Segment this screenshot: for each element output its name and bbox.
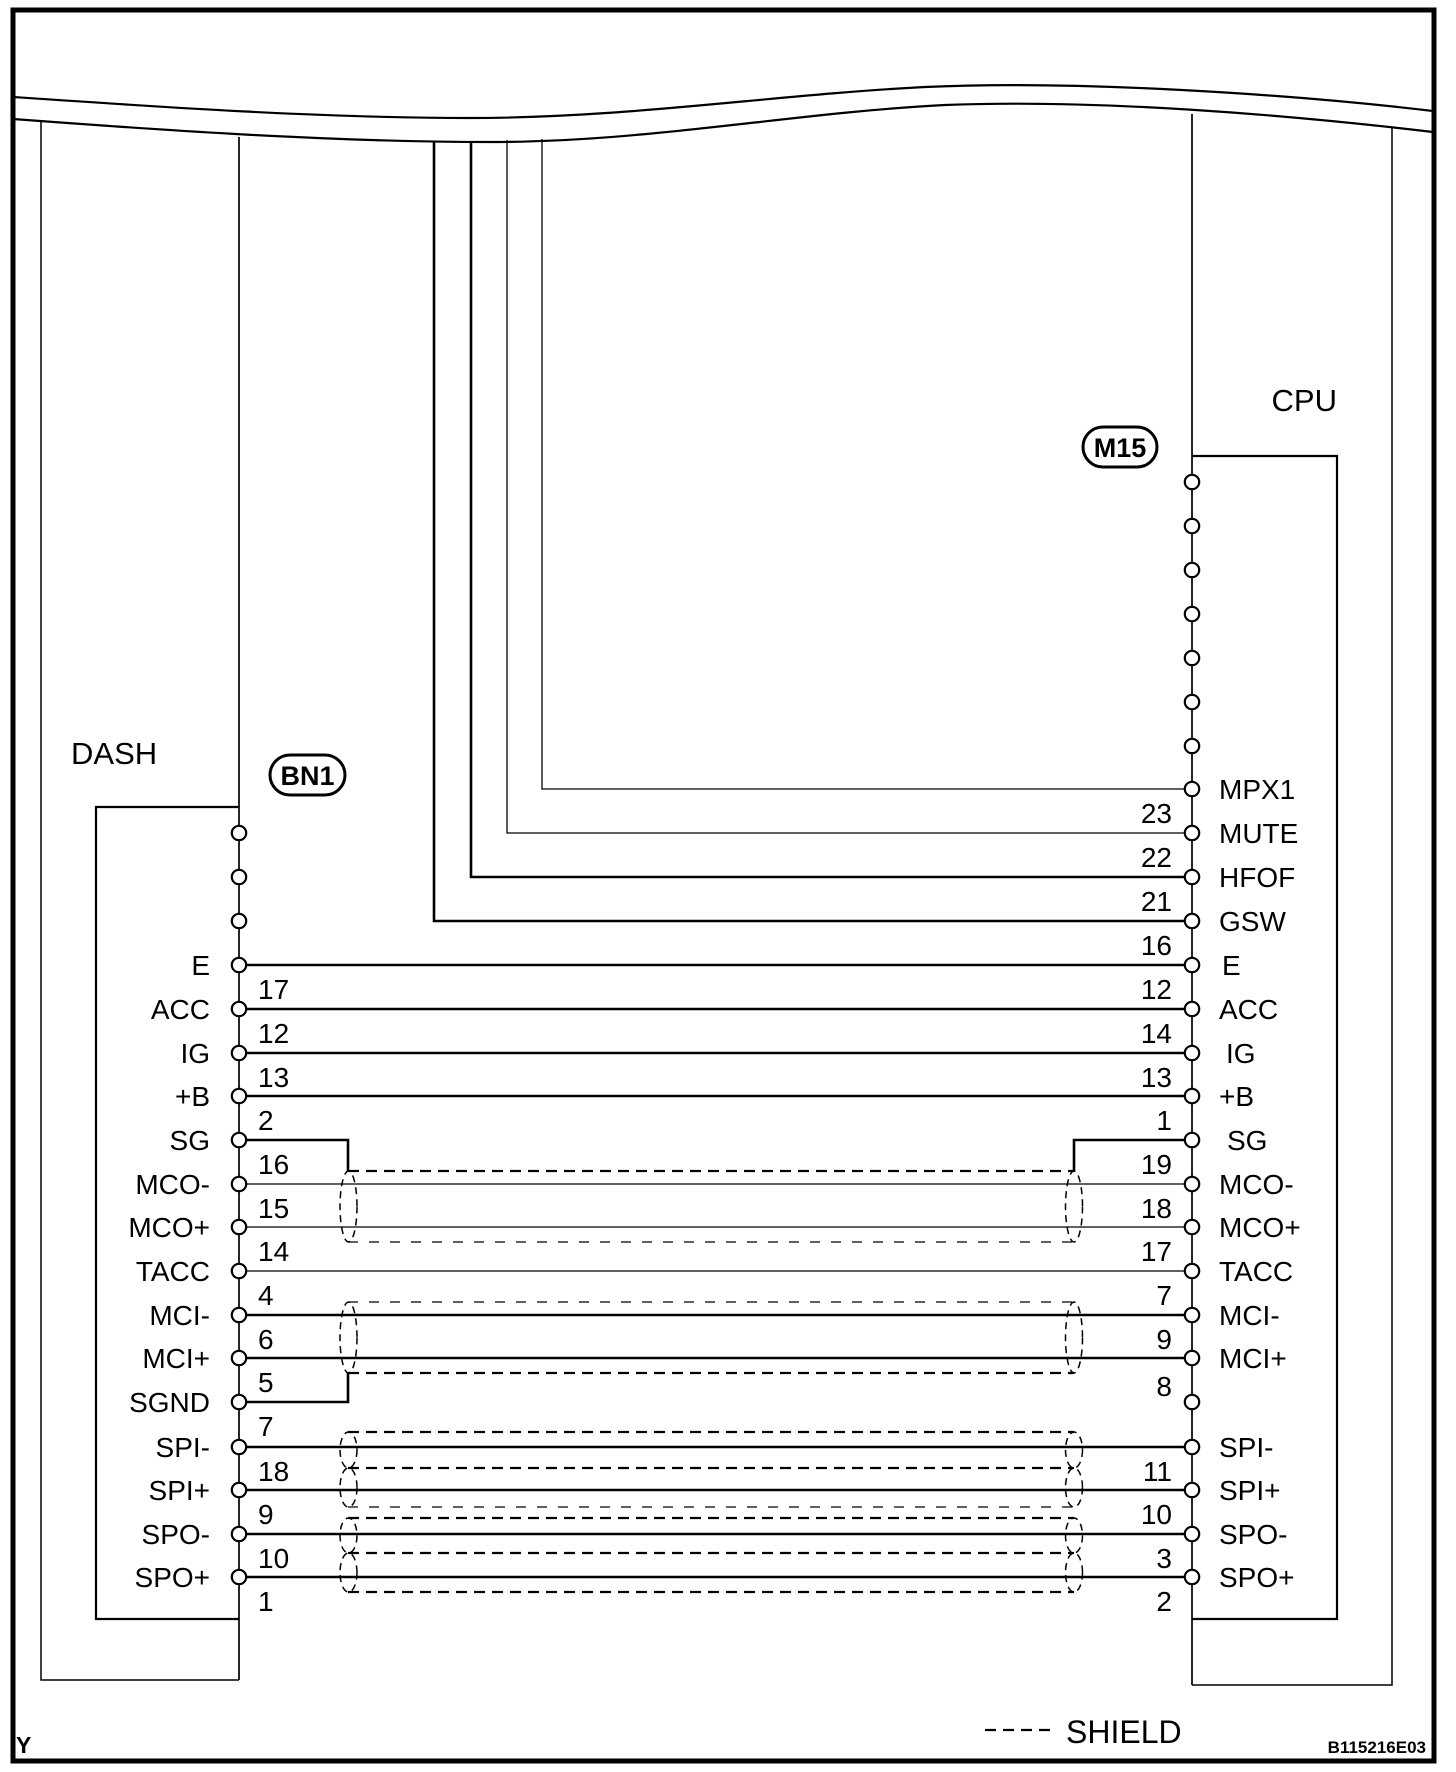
- m15-connector-code: M15: [1093, 433, 1147, 463]
- shield-ellipse-mco-right: [1066, 1171, 1083, 1242]
- bn1-pin-sgnd: [232, 1395, 246, 1409]
- shield-ellipse-spi-lower-right: [1066, 1468, 1083, 1507]
- m15-pin-sg: [1185, 1133, 1199, 1147]
- bn1-label-sg: SG: [169, 1125, 210, 1156]
- m15-pin-plus-b: [1185, 1089, 1199, 1103]
- bn1-label-spi-plus: SPI+: [148, 1475, 210, 1506]
- m15-pin-mute: [1185, 826, 1199, 840]
- m15-pin-number-tacc: 7: [1156, 1280, 1172, 1311]
- shield-ellipse-spi-upper-right: [1066, 1432, 1083, 1468]
- m15-pin-spo-plus: [1185, 1570, 1199, 1584]
- bn1-pin-number-spo-plus: 1: [258, 1586, 274, 1617]
- bn1-pin-mci-minus: [232, 1308, 246, 1322]
- wire-hfof: [471, 141, 1192, 877]
- m15-pin-gsw: [1185, 914, 1199, 928]
- m15-pin-unused-5: [1185, 651, 1199, 665]
- bn1-pin-spo-minus: [232, 1527, 246, 1541]
- m15-label-mpx1: MPX1: [1219, 774, 1296, 805]
- bn1-pin-mci-plus: [232, 1351, 246, 1365]
- m15-pin-ig: [1185, 1046, 1199, 1060]
- m15-pin-unused-4: [1185, 607, 1199, 621]
- m15-pin-mci-minus: [1185, 1308, 1199, 1322]
- bn1-pin-tacc: [232, 1264, 246, 1278]
- m15-pin-number-mco-minus: 18: [1140, 1193, 1172, 1224]
- bn1-pin-number-sgnd: 7: [258, 1411, 274, 1442]
- m15-pin-unused-2: [1185, 519, 1199, 533]
- m15-pin-number-sg: 19: [1140, 1149, 1172, 1180]
- shield-ellipse-spo-upper-left: [340, 1518, 357, 1553]
- wire-sg-left: [239, 1140, 348, 1171]
- m15-pin-mco-minus: [1185, 1177, 1199, 1191]
- m15-label-spo-minus: SPO-: [1219, 1519, 1288, 1550]
- m15-pin-number-plus-b: 1: [1156, 1105, 1172, 1136]
- m15-label-hfof: HFOF: [1219, 862, 1296, 893]
- m15-pin-number-spi-minus: 11: [1142, 1456, 1172, 1487]
- bn1-pin-acc: [232, 1002, 246, 1016]
- m15-pin-unused-7: [1185, 739, 1199, 753]
- bn1-pin-mco-plus: [232, 1220, 246, 1234]
- bn1-pin-number-mci-plus: 5: [258, 1367, 274, 1398]
- bn1-pin-number-sg: 16: [258, 1149, 290, 1180]
- m15-pin-mci-plus: [1185, 1351, 1199, 1365]
- m15-pin-unused-8: [1185, 1395, 1199, 1409]
- bn1-pin-numbers: [258, 974, 289, 1617]
- m15-pin-spi-minus: [1185, 1440, 1199, 1454]
- m15-label-mute: MUTE: [1219, 818, 1299, 849]
- m15-pin-number-mpx1: 23: [1140, 798, 1172, 829]
- m15-label-spi-minus: SPI-: [1219, 1432, 1274, 1463]
- bn1-pin-number-ig: 13: [258, 1062, 290, 1093]
- shield-ellipse-mco-left: [340, 1171, 357, 1242]
- shield-ellipse-spi-lower-left: [340, 1468, 357, 1507]
- m15-pin-spo-minus: [1185, 1527, 1199, 1541]
- torn-edge-upper-line: [13, 85, 1433, 118]
- cpu-box-title: CPU: [1271, 383, 1337, 418]
- m15-pin-acc: [1185, 1002, 1199, 1016]
- bn1-pin-e: [232, 958, 246, 972]
- m15-pin-number-ig: 13: [1140, 1062, 1172, 1093]
- m15-pin-e: [1185, 958, 1199, 972]
- shield-ellipse-spo-upper-right: [1066, 1518, 1083, 1553]
- dash-box-title: DASH: [71, 736, 158, 771]
- legend-shield-label: SHIELD: [1066, 1714, 1182, 1750]
- m15-pin-hfof: [1185, 870, 1199, 884]
- bn1-pin-unused-3: [232, 914, 246, 928]
- wire-mute: [507, 140, 1192, 833]
- m15-pin-spi-plus: [1185, 1483, 1199, 1497]
- shield-ellipse-mci-right: [1066, 1302, 1083, 1373]
- m15-label-plus-b: +B: [1219, 1081, 1255, 1112]
- bn1-pin-number-spi-plus: 9: [258, 1499, 274, 1530]
- bn1-label-ig: IG: [180, 1038, 210, 1069]
- wire-sgnd-left: [239, 1373, 348, 1402]
- m15-label-tacc: TACC: [1219, 1256, 1294, 1287]
- m15-pin-mpx1: [1185, 782, 1199, 796]
- m15-pin-mco-plus: [1185, 1220, 1199, 1234]
- m15-pin-number-gsw: 16: [1140, 930, 1172, 961]
- bn1-pin-number-mco-plus: 14: [258, 1236, 290, 1267]
- m15-label-mci-minus: MCI-: [1219, 1300, 1280, 1331]
- m15-pin-number-spo-minus: 3: [1156, 1543, 1172, 1574]
- m15-label-acc: ACC: [1219, 994, 1279, 1025]
- bn1-label-tacc: TACC: [135, 1256, 210, 1287]
- m15-label-mco-minus: MCO-: [1219, 1169, 1294, 1200]
- bn1-pin-number-plus-b: 2: [258, 1105, 274, 1136]
- bn1-pin-unused-1: [232, 826, 246, 840]
- bn1-pin-spi-plus: [232, 1483, 246, 1497]
- m15-pin-number-mute: 22: [1140, 842, 1172, 873]
- m15-label-gsw: GSW: [1219, 906, 1286, 937]
- bn1-label-spo-minus: SPO-: [141, 1519, 210, 1550]
- m15-pin-number-hfof: 21: [1140, 886, 1172, 917]
- m15-pin-unused-1: [1185, 475, 1199, 489]
- m15-pin-number-spo-plus: 2: [1156, 1586, 1172, 1617]
- m15-pin-number-acc: 14: [1140, 1018, 1172, 1049]
- bn1-pin-sg: [232, 1133, 246, 1147]
- bn1-pin-number-tacc: 4: [258, 1280, 274, 1311]
- bn1-pin-number-acc: 12: [258, 1018, 290, 1049]
- wire-gsw: [434, 142, 1192, 921]
- bn1-label-spi-minus: SPI-: [155, 1432, 210, 1463]
- shield-ellipse-mci-left: [340, 1302, 357, 1373]
- m15-pin-labels: [1219, 774, 1301, 1593]
- m15-label-spo-plus: SPO+: [1219, 1562, 1295, 1593]
- bn1-pin-number-spi-minus: 18: [258, 1456, 290, 1487]
- m15-label-mco-plus: MCO+: [1219, 1212, 1301, 1243]
- shield-ellipse-spo-lower-right: [1066, 1553, 1083, 1592]
- bn1-connector-code: BN1: [280, 761, 335, 791]
- m15-pin-unused-3: [1185, 563, 1199, 577]
- shield-ellipse-spi-upper-left: [340, 1432, 357, 1468]
- m15-label-ig: IG: [1226, 1038, 1256, 1069]
- doc-code: B115216E03: [1327, 1738, 1426, 1757]
- m15-label-mci-plus: MCI+: [1219, 1343, 1287, 1374]
- bn1-pin-spi-minus: [232, 1440, 246, 1454]
- bn1-pin-number-e: 17: [258, 974, 290, 1005]
- bn1-pin-mco-minus: [232, 1177, 246, 1191]
- bn1-label-plus-b: +B: [174, 1081, 210, 1112]
- m15-pin-number-mco-plus: 17: [1140, 1236, 1172, 1267]
- bn1-label-sgnd: SGND: [129, 1387, 210, 1418]
- m15-pin-unused-6: [1185, 695, 1199, 709]
- bn1-pin-plus-b: [232, 1089, 246, 1103]
- bn1-pin-number-mco-minus: 15: [258, 1193, 290, 1224]
- bn1-pin-number-mci-minus: 6: [258, 1324, 274, 1355]
- bn1-pin-unused-2: [232, 870, 246, 884]
- m15-label-e: E: [1222, 950, 1241, 981]
- bn1-label-mco-minus: MCO-: [135, 1169, 210, 1200]
- bn1-label-acc: ACC: [150, 994, 210, 1025]
- m15-label-sg: SG: [1227, 1125, 1268, 1156]
- bn1-label-mci-minus: MCI-: [149, 1300, 210, 1331]
- m15-pin-number-mci-plus: 8: [1156, 1371, 1172, 1402]
- page-marker: Y: [16, 1732, 32, 1758]
- bn1-pin-ig: [232, 1046, 246, 1060]
- bn1-pin-labels: [128, 950, 210, 1593]
- bn1-pin-number-spo-minus: 10: [258, 1543, 290, 1574]
- m15-pin-number-spi-plus: 10: [1140, 1499, 1172, 1530]
- bn1-label-spo-plus: SPO+: [134, 1562, 210, 1593]
- shield-ellipse-spo-lower-left: [340, 1553, 357, 1592]
- bn1-pin-spo-plus: [232, 1570, 246, 1584]
- m15-pin-tacc: [1185, 1264, 1199, 1278]
- m15-pin-number-mci-minus: 9: [1156, 1324, 1172, 1355]
- m15-pin-number-e: 12: [1140, 974, 1172, 1005]
- bn1-label-e: E: [191, 950, 210, 981]
- m15-label-spi-plus: SPI+: [1219, 1475, 1281, 1506]
- bn1-label-mci-plus: MCI+: [142, 1343, 210, 1374]
- wire-sg-right: [1074, 1140, 1192, 1171]
- bn1-label-mco-plus: MCO+: [128, 1212, 210, 1243]
